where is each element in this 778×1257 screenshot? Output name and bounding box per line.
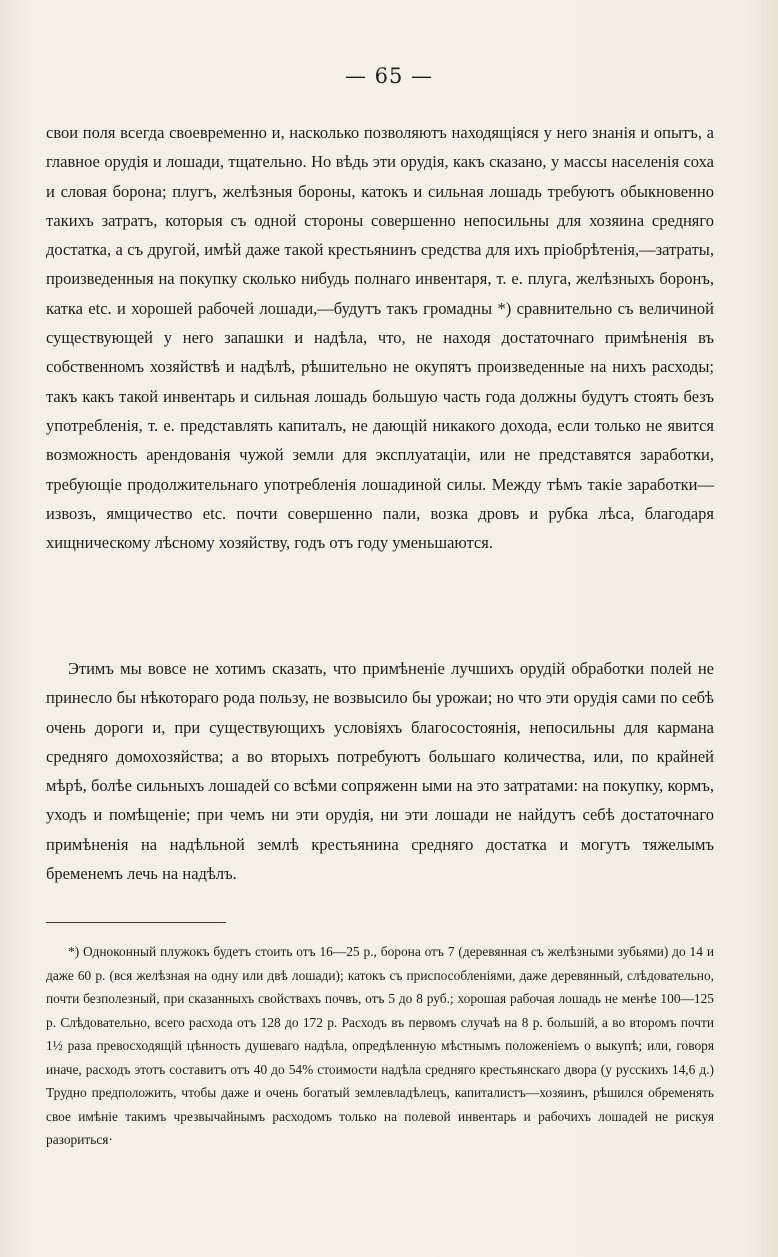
body-paragraph-2: Этимъ мы вовсе не хотимъ сказать, что примѣненіе лучшихъ орудій обработки полей не принесло бы нѣкотораго рода пользу, не возвысило бы урожаи; но что эти орудія сами по себѣ очень дороги и, при существующихъ условіяхъ благосостоянія, непосильны для кармана средняго домохозяйства; а во вторыхъ потребуютъ большаго количества, или, по крайней мѣрѣ, болѣе сильныхъ лошадей со всѣми сопряженн ыми на это затратами: на покупку, кормъ, уходъ и помѣщеніе; при чемъ ни эти орудія, ни эти лошади не найдутъ себѣ достаточнаго примѣненія на надѣльной землѣ крестьянина средняго достатка и могутъ тяжелымъ бременемъ лечь на надѣлъ. (46, 659, 714, 884)
body-paragraph-1: свои поля всегда своевременно и, насколько позволяютъ находящіяся у него знанія и опытъ, а главное орудія и лошади, тщательно. Но вѣдь эти орудія, какъ сказано, у массы населенія соха и словая борона; плугъ, желѣзныя бороны, катокъ и сильная лошадь требуютъ обыкновенно такихъ затратъ, которыя съ одной стороны совершенно непосильны для хозяина средняго достатка, а съ другой, имѣй даже такой крестьянинъ средства для ихъ пріобрѣтенія,—затраты, произведенныя на покупку сколько нибудь полнаго инвентаря, т. е. плуга, желѣзныхъ боронъ, катка etc. и хорошей рабочей лошади,—будутъ такъ громадны *) сравнительно съ величиной существующей у него запашки и надѣла, что, не находя достаточнаго примѣненія въ собственномъ хозяйствѣ и надѣлѣ, рѣшительно не окупятъ произведенные на нихъ расходы; такъ какъ такой инвентарь и сильная лошадь большую часть года должны будутъ стоять безъ употребленія, т. е. представлять капиталъ, не дающій никакого дохода, если только не явится возможность арендованія чужой земли для эксплуатаціи, или не представятся заработки, требующіе продолжительнаго употребленія лошадиной силы. Между тѣмъ такіе заработки—извозъ, ямщичество etc. почти совершенно пали, возка дровъ и рубка лѣса, благодаря хищническому лѣсному хозяйству, годъ отъ году уменьшаются. (46, 123, 714, 553)
footnote: *) Одноконный плужокъ будетъ стоить отъ 16—25 р., борона отъ 7 (деревянная съ желѣзными зубьями) до 14 и даже 60 р. (вся желѣзная на одну или двѣ лошади); катокъ съ приспособленіями, даже деревянный, слѣдовательно, почти безполезный, при сказанныхъ свойствахъ почвъ, отъ 5 до 8 руб.; хорошая рабочая лошадь не менѣе 100—125 р. Слѣдовательно, всего расхода отъ 128 до 172 р. Расходъ въ первомъ случаѣ на 8 р. большій, а во второмъ почти 1½ раза превосходящій цѣнность душеваго надѣла, опредѣленную мѣстнымъ положеніемъ о выкупѣ; или, говоря иначе, расходъ этотъ составитъ отъ 40 до 54% стоимости надѣла средняго крестьянскаго двора (у русскихъ 14,6 д.) Трудно предположить, чтобы даже и очень богатый землевладѣлецъ, капиталистъ—хозяинъ, рѣшился обременять свое имѣніе такимъ чрезвычайнымъ расходомъ только на полевой инвентарь и рабочихъ лошадей не рискуя разориться· (46, 944, 714, 1147)
page-number: — 65 — (344, 64, 434, 88)
footnote-divider (46, 922, 226, 923)
